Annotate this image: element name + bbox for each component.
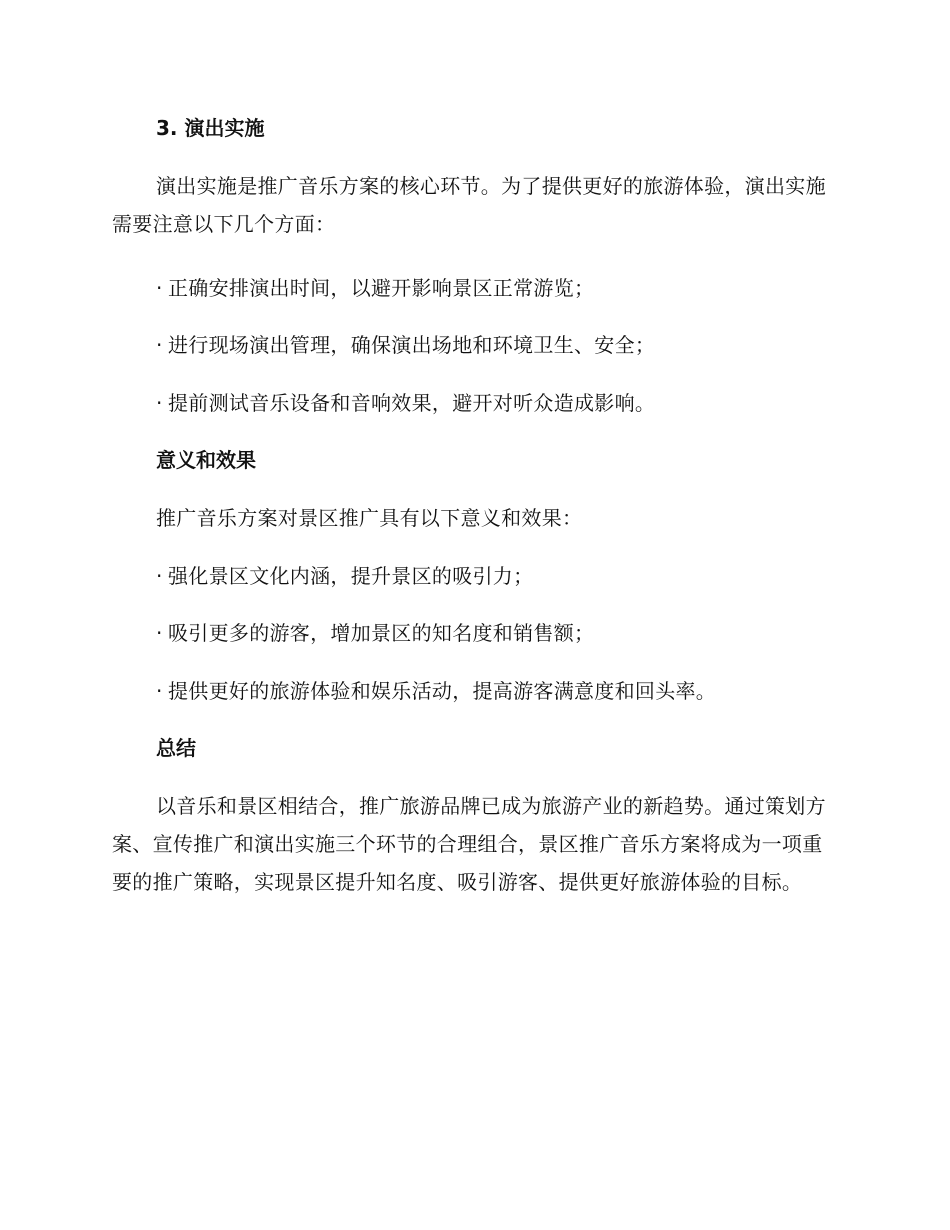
bullet-marker: · [156, 564, 163, 588]
bullet-text: 进行现场演出管理，确保演出场地和环境卫生、安全； [168, 333, 656, 357]
summary-paragraph: 以音乐和景区相结合，推广旅游品牌已成为旅游产业的新趋势。通过策划方案、宣传推广和演出实施三个环节的合理组合，景区推广音乐方案将成为一项重要的推广策略，实现景区提升知名度、吸引游客、提供更好旅游体验的目标。 [112, 794, 826, 894]
bullet-item [156, 562, 533, 590]
bullet-item [156, 677, 716, 705]
bullet-marker: · [156, 333, 163, 357]
section-intro-performance: 演出实施是推广音乐方案的核心环节。为了提供更好的旅游体验，演出实施需要注意以下几个方面： [112, 174, 826, 236]
bullet-text: 提前测试音乐设备和音响效果，避开对听众造成影响。 [168, 391, 656, 415]
bullet-marker: · [156, 621, 163, 645]
bullet-item [156, 619, 594, 647]
section-heading-performance: 3. 演出实施 [156, 116, 265, 140]
bullet-marker: · [156, 276, 163, 300]
bullet-text: 提供更好的旅游体验和娱乐活动，提高游客满意度和回头率。 [168, 679, 717, 703]
bullet-item [156, 331, 655, 359]
bullet-marker: · [156, 679, 163, 703]
section-heading-significance: 意义和效果 [156, 448, 256, 472]
bullet-text: 正确安排演出时间，以避开影响景区正常游览； [168, 276, 595, 300]
bullet-item [156, 389, 655, 417]
section-heading-summary: 总结 [156, 736, 196, 760]
bullet-text: 强化景区文化内涵，提升景区的吸引力； [168, 564, 534, 588]
section-intro-significance: 推广音乐方案对景区推广具有以下意义和效果： [156, 506, 583, 530]
bullet-marker: · [156, 391, 163, 415]
bullet-text: 吸引更多的游客，增加景区的知名度和销售额； [168, 621, 595, 645]
bullet-item [156, 274, 594, 302]
